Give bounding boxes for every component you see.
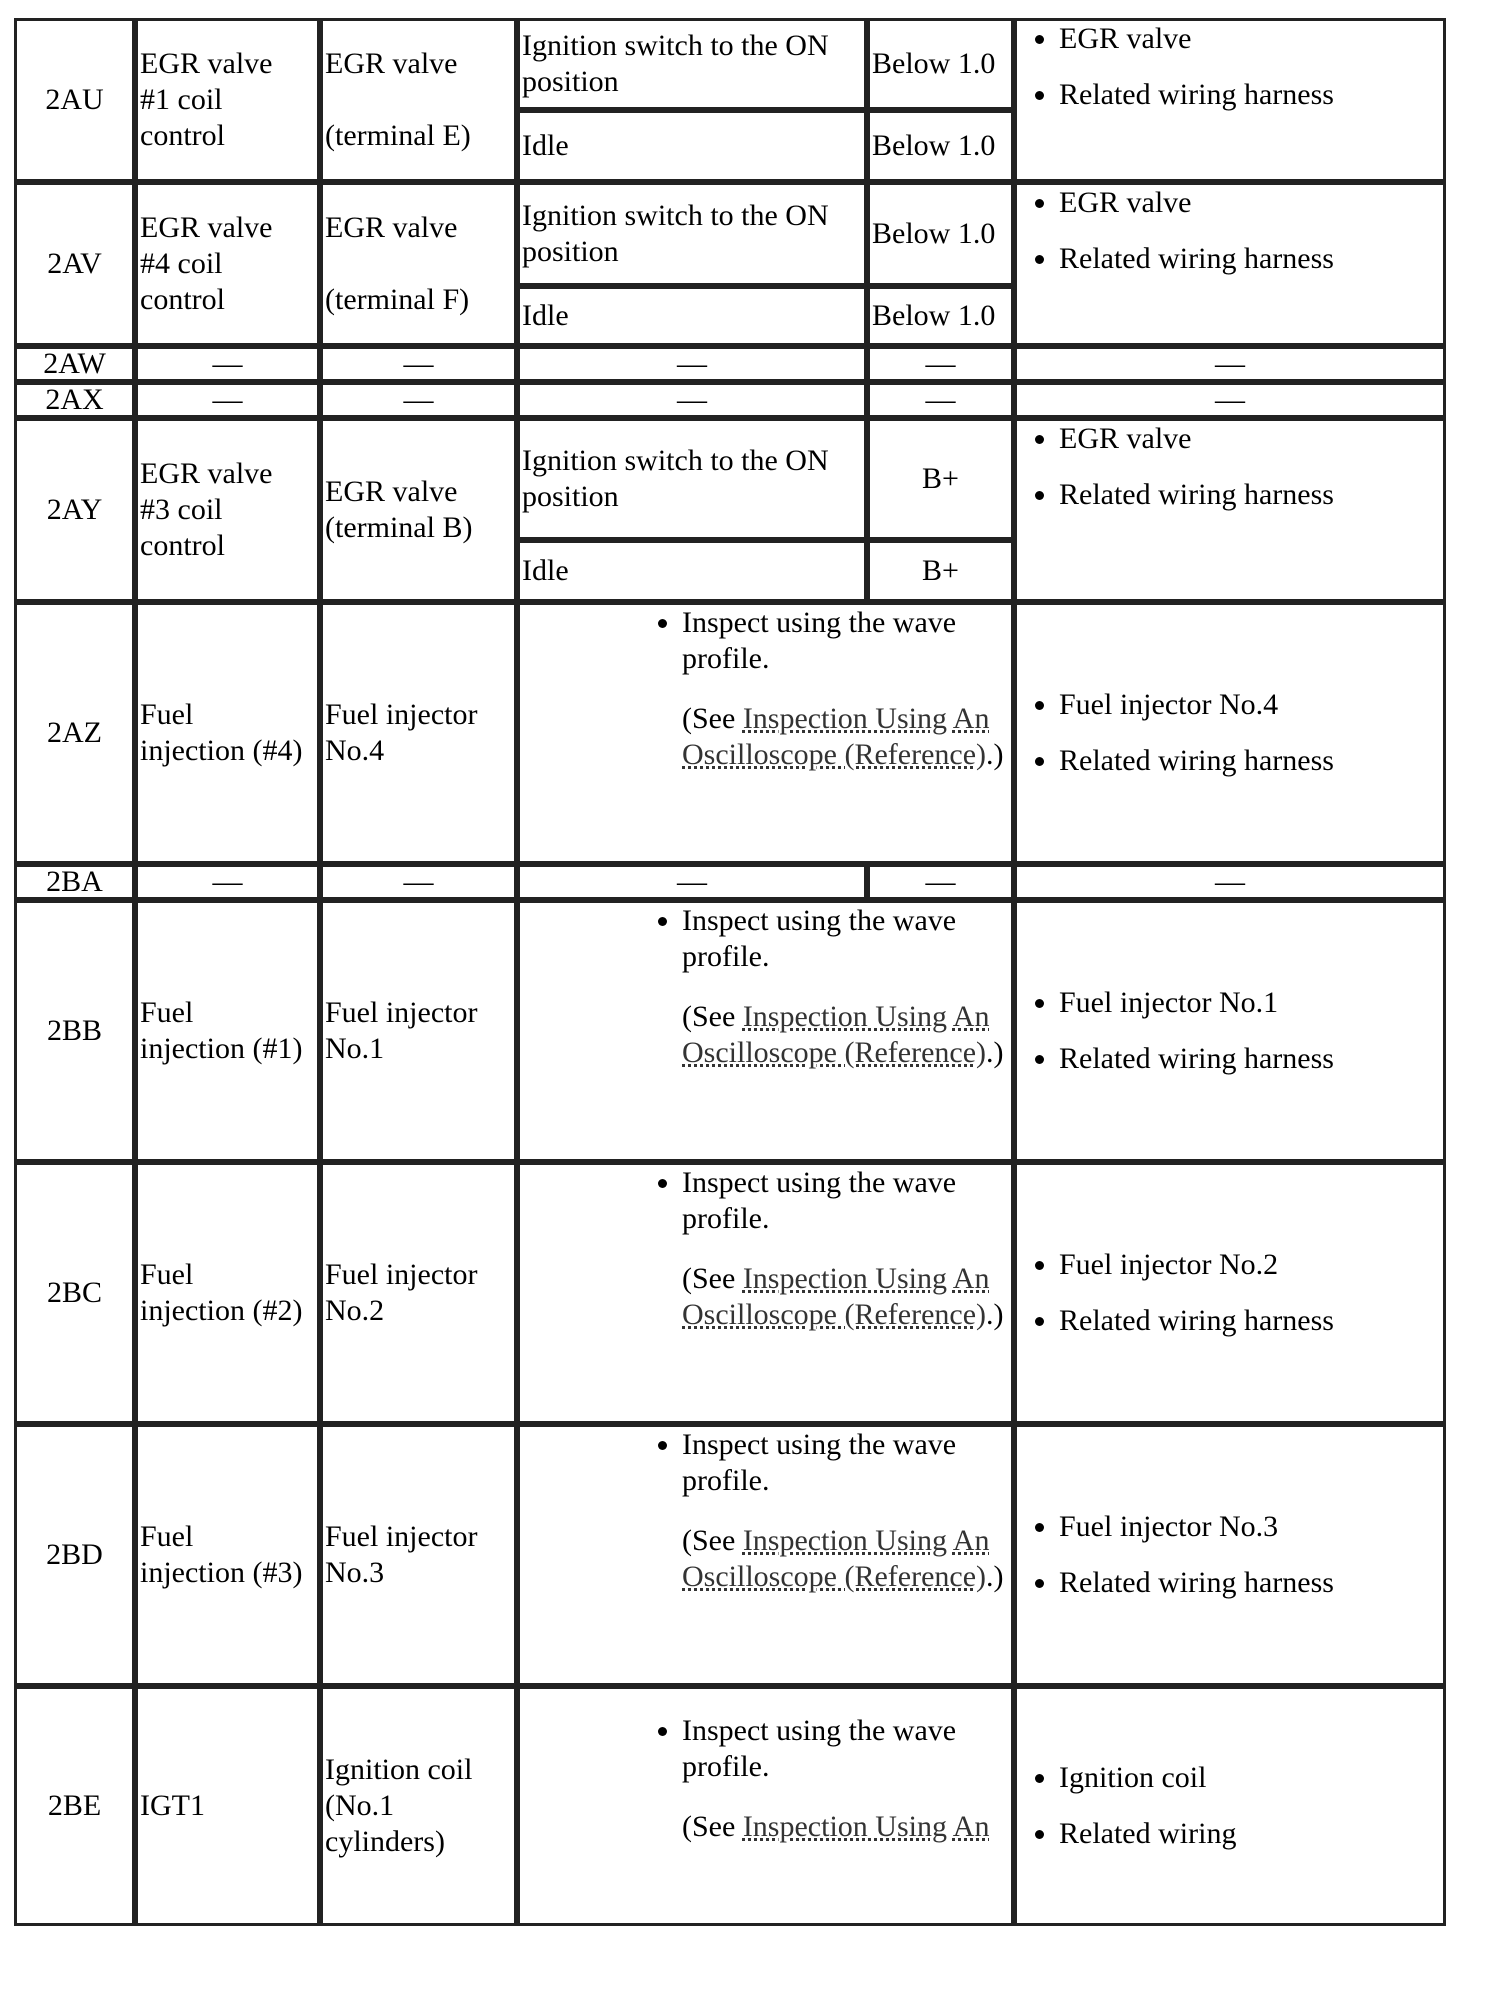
connection-cell: Fuel injector No.2 <box>320 1162 517 1424</box>
list-item: • Related wiring harness <box>1059 77 1441 113</box>
signal-cell: EGR valve #4 coil control <box>135 182 320 346</box>
signal-cell: IGT1 <box>135 1686 320 1926</box>
oscilloscope-link[interactable]: Inspection Using An Oscilloscope (Reference) <box>682 1262 990 1331</box>
table-row-2au <box>14 18 1446 110</box>
connection-cell: EGR valve (terminal B) <box>320 418 517 602</box>
signal-cell: EGR valve #3 coil control <box>135 418 320 602</box>
suspect-cell <box>1014 1686 1446 1926</box>
suspect-cell <box>1014 18 1446 182</box>
table-row-2aw: 2AW — — — — — <box>14 346 1446 382</box>
table-row-2av <box>14 182 1446 286</box>
oscilloscope-link[interactable]: Inspection Using An Oscilloscope (Reference) <box>682 1524 990 1593</box>
condition-cell: Idle <box>517 540 867 602</box>
list-item: • Fuel injector No.4 <box>1059 687 1441 723</box>
standard-cell: Below 1.0 <box>867 110 1014 182</box>
list-item: • Related wiring harness <box>1059 1565 1441 1601</box>
table-row-2be <box>14 1686 1446 1926</box>
list-item: • Ignition coil <box>1059 1760 1441 1796</box>
condition-cell: • Inspect using the wave profile. (See Inspection Using An Oscilloscope (Reference).) <box>517 1162 1014 1424</box>
terminal-cell: 2AU <box>14 18 135 182</box>
connection-cell: Fuel injector No.4 <box>320 602 517 864</box>
signal-cell: Fuel injection (#3) <box>135 1424 320 1686</box>
standard-cell: Below 1.0 <box>867 286 1014 346</box>
connection-cell: Ignition coil (No.1 cylinders) <box>320 1686 517 1926</box>
condition-cell: Ignition switch to the ON position <box>517 418 867 540</box>
table-row-2ba: 2BA — — — — — <box>14 864 1446 900</box>
terminal-table-wrapper <box>14 18 1446 1926</box>
list-item: • Related wiring harness <box>1059 477 1441 513</box>
terminal-cell: 2AY <box>14 418 135 602</box>
suspect-cell <box>1014 602 1446 864</box>
table-row-2bb <box>14 900 1446 1162</box>
suspect-cell <box>1014 1162 1446 1424</box>
table-row-2bd <box>14 1424 1446 1686</box>
ecm-terminal-table <box>14 18 1446 1926</box>
list-item: • EGR valve <box>1059 185 1441 221</box>
list-item: • Fuel injector No.2 <box>1059 1247 1441 1283</box>
signal-cell: EGR valve #1 coil control <box>135 18 320 182</box>
suspect-cell <box>1014 900 1446 1162</box>
list-item: • Related wiring harness <box>1059 743 1441 779</box>
terminal-cell: 2BE <box>14 1686 135 1926</box>
list-item: • EGR valve <box>1059 21 1441 57</box>
condition-cell: • Inspect using the wave profile. (See Inspection Using An Oscilloscope (Reference).) <box>517 900 1014 1162</box>
condition-cell: • Inspect using the wave profile. (See Inspection Using An Oscilloscope (Reference).) <box>517 1424 1014 1686</box>
oscilloscope-link[interactable]: Inspection Using An <box>742 1810 990 1843</box>
suspect-cell <box>1014 418 1446 602</box>
condition-cell: Idle <box>517 110 867 182</box>
condition-cell: Ignition switch to the ON position <box>517 182 867 286</box>
connection-cell: EGR valve (terminal E) <box>320 18 517 182</box>
signal-cell: Fuel injection (#2) <box>135 1162 320 1424</box>
condition-cell: Ignition switch to the ON position <box>517 18 867 110</box>
oscilloscope-link[interactable]: Inspection Using An Oscilloscope (Reference) <box>682 1000 990 1069</box>
signal-cell: Fuel injection (#1) <box>135 900 320 1162</box>
table-row-2az <box>14 602 1446 864</box>
terminal-cell: 2AW <box>14 346 135 382</box>
condition-cell: • Inspect using the wave profile. (See Inspection Using An Oscilloscope (Reference).) <box>517 602 1014 864</box>
oscilloscope-link[interactable]: Inspection Using An Oscilloscope (Reference) <box>682 702 990 771</box>
signal-cell: Fuel injection (#4) <box>135 602 320 864</box>
connection-cell: Fuel injector No.3 <box>320 1424 517 1686</box>
list-item: • EGR valve <box>1059 421 1441 457</box>
standard-cell: Below 1.0 <box>867 18 1014 110</box>
condition-cell: Idle <box>517 286 867 346</box>
table-row-2bc <box>14 1162 1446 1424</box>
suspect-cell <box>1014 1424 1446 1686</box>
list-item: • Related wiring harness <box>1059 1303 1441 1339</box>
terminal-cell: 2AZ <box>14 602 135 864</box>
suspect-cell <box>1014 182 1446 346</box>
list-item: • Related wiring harness <box>1059 1041 1441 1077</box>
standard-cell: Below 1.0 <box>867 182 1014 286</box>
terminal-cell: 2BA <box>14 864 135 900</box>
standard-cell: B+ <box>867 540 1014 602</box>
terminal-cell: 2BB <box>14 900 135 1162</box>
connection-cell: Fuel injector No.1 <box>320 900 517 1162</box>
list-item: • Fuel injector No.3 <box>1059 1509 1441 1545</box>
table-row-2ay <box>14 418 1446 540</box>
standard-cell: B+ <box>867 418 1014 540</box>
terminal-cell: 2AX <box>14 382 135 418</box>
condition-cell: • Inspect using the wave profile. (See Inspection Using An <box>517 1686 1014 1926</box>
terminal-cell: 2AV <box>14 182 135 346</box>
terminal-cell: 2BD <box>14 1424 135 1686</box>
connection-cell: EGR valve (terminal F) <box>320 182 517 346</box>
list-item: • Related wiring harness <box>1059 241 1441 277</box>
list-item: • Related wiring <box>1059 1816 1441 1852</box>
list-item: • Fuel injector No.1 <box>1059 985 1441 1021</box>
table-row-2ax: 2AX — — — — — <box>14 382 1446 418</box>
terminal-cell: 2BC <box>14 1162 135 1424</box>
